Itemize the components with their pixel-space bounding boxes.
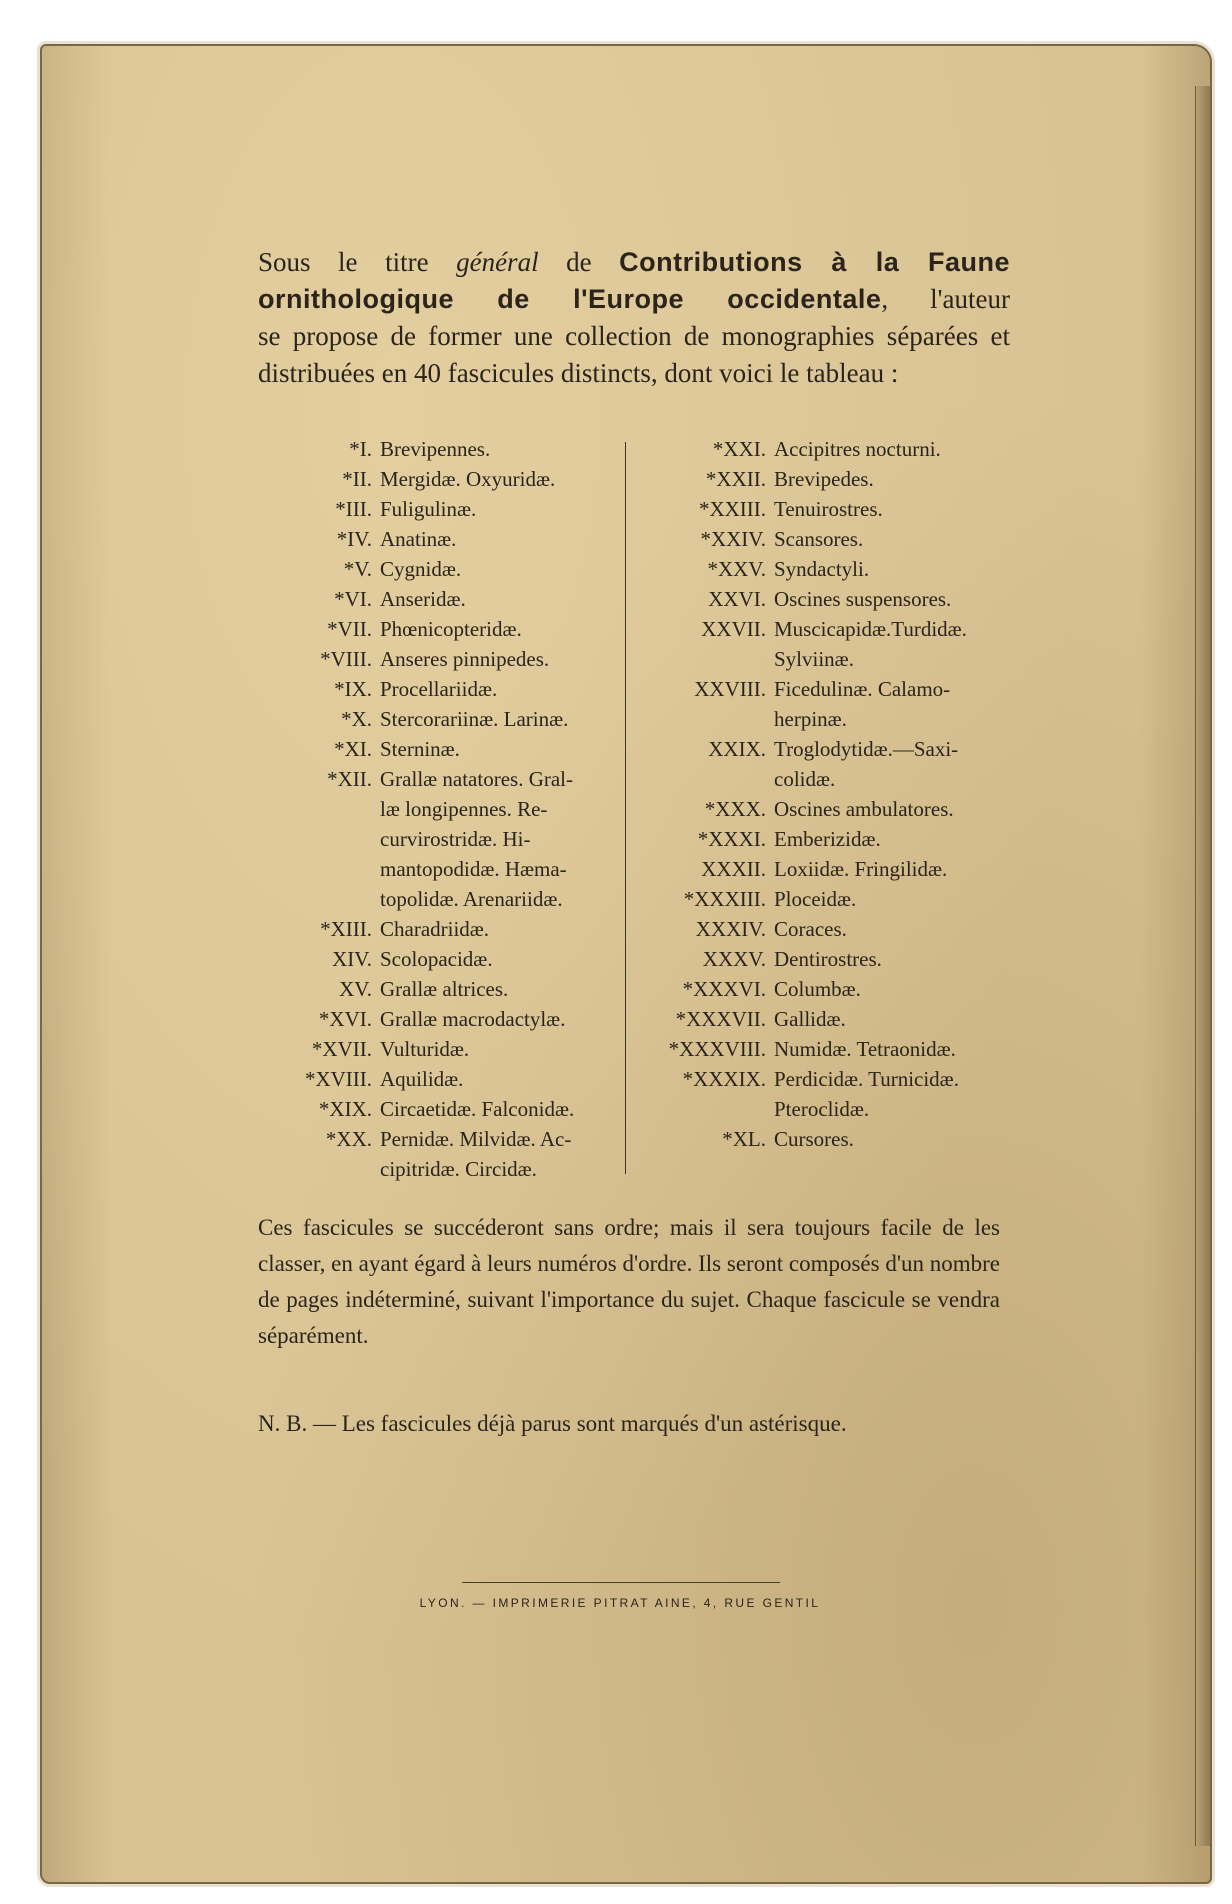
fascicle-name: Loxiidæ. Fringilidæ. (774, 857, 948, 881)
fascicle-name: Grallæ macrodactylæ. (380, 1007, 566, 1031)
fascicle-row (642, 1004, 1022, 1034)
column-divider (625, 442, 626, 1174)
intro-text: de (538, 247, 620, 277)
fascicle-number: XXVI. (708, 587, 766, 611)
fascicle-number: *XXXI. (697, 827, 766, 851)
fascicle-row (642, 644, 1022, 674)
fascicle-name: Vulturidæ. (380, 1037, 470, 1061)
book-spine-edge (1195, 86, 1210, 1846)
fascicle-name: Oscines ambulatores. (774, 797, 954, 821)
fascicle-row (272, 764, 622, 794)
fascicle-row (272, 1064, 622, 1094)
fascicle-row (272, 1094, 622, 1124)
fascicle-name: Troglodytidæ.—Saxi- (774, 737, 959, 761)
fascicle-number: *XVII. (311, 1037, 372, 1061)
fascicle-name: Phœnicopteridæ. (380, 617, 522, 641)
fascicle-name: topolidæ. Arenariidæ. (380, 887, 563, 911)
fascicle-row (272, 434, 622, 464)
fascicle-row (272, 644, 622, 674)
fascicle-name: Pteroclidæ. (774, 1097, 870, 1121)
fascicle-row (272, 1004, 622, 1034)
fascicle-number: *XXIV. (700, 527, 766, 551)
fascicle-name: Procellariidæ. (380, 677, 498, 701)
fascicle-number: *XXIII. (698, 497, 766, 521)
intro-paragraph (258, 244, 1010, 392)
intro-text: , l'auteur (881, 284, 1011, 314)
fascicle-row (642, 734, 1022, 764)
fascicle-number: *XI. (334, 737, 372, 761)
fascicle-name: Grallæ altrices. (380, 977, 509, 1001)
fascicle-name: Aquilidæ. (380, 1067, 464, 1091)
fascicle-name: Stercorariinæ. Larinæ. (380, 707, 569, 731)
fascicle-row (272, 824, 622, 854)
fascicle-row (642, 884, 1022, 914)
fascicle-row (272, 974, 622, 1004)
fascicle-row (642, 854, 1022, 884)
fascicle-number (272, 884, 380, 914)
fascicle-row (272, 524, 622, 554)
fascicle-number (642, 704, 774, 734)
intro-line-4: distribuées en 40 fascicules distincts, dont voici le tableau : (258, 358, 899, 388)
fascicle-name: Muscicapidæ.Turdidæ. (774, 617, 967, 641)
fascicle-number: *XVIII. (304, 1067, 372, 1091)
fascicle-row (642, 614, 1022, 644)
fascicle-row (272, 674, 622, 704)
fascicle-name: Sylviinæ. (774, 647, 854, 671)
fascicle-number (642, 764, 774, 794)
fascicle-name: Dentirostres. (774, 947, 882, 971)
fascicle-number: *XXII. (705, 467, 766, 491)
fascicle-number: *XIX. (318, 1097, 372, 1121)
fascicle-name: Anseridæ. (380, 587, 466, 611)
fascicle-row (642, 434, 1022, 464)
series-title-part-2: ornithologique de l'Europe occidentale (258, 284, 882, 314)
fascicle-row (272, 734, 622, 764)
fascicle-row (642, 704, 1022, 734)
fascicle-row (272, 884, 622, 914)
fascicle-number: XIV. (332, 947, 372, 971)
fascicle-name: Columbæ. (774, 977, 861, 1001)
fascicle-name: Brevipedes. (774, 467, 874, 491)
fascicle-number: *XXI. (712, 437, 766, 461)
fascicle-name: Oscines suspensores. (774, 587, 952, 611)
fascicle-name: cipitridæ. Circidæ. (380, 1157, 537, 1181)
fascicle-row (642, 914, 1022, 944)
fascicle-name: Cygnidæ. (380, 557, 462, 581)
fascicle-name: læ longipennes. Re- (380, 797, 548, 821)
fascicle-number: XXXII. (701, 857, 766, 881)
fascicle-row (642, 494, 1022, 524)
fascicle-number: *VII. (327, 617, 372, 641)
fascicle-number: *XL. (722, 1127, 766, 1151)
fascicle-row (642, 464, 1022, 494)
fascicle-number (272, 854, 380, 884)
fascicle-name: Charadriidæ. (380, 917, 490, 941)
fascicle-number: *XX. (325, 1127, 372, 1151)
fascicle-name: Perdicidæ. Turnicidæ. (774, 1067, 959, 1091)
fascicle-number: *XXX. (704, 797, 766, 821)
fascicle-number: XXXIV. (695, 917, 766, 941)
fascicle-row (272, 584, 622, 614)
fascicle-name: Pernidæ. Milvidæ. Ac- (380, 1127, 572, 1151)
fascicle-number: *XXXIX. (682, 1067, 766, 1091)
fascicle-number: XXXV. (702, 947, 766, 971)
fascicle-row (642, 794, 1022, 824)
fascicle-row (272, 794, 622, 824)
fascicle-number (642, 644, 774, 674)
fascicle-row (642, 1094, 1022, 1124)
fascicle-number: XXIX. (708, 737, 766, 761)
fascicle-name: Coraces. (774, 917, 847, 941)
fascicle-name: colidæ. (774, 767, 836, 791)
fascicle-name: Emberizidæ. (774, 827, 881, 851)
fascicle-row (272, 1154, 622, 1184)
fascicle-name: Accipitres nocturni. (774, 437, 941, 461)
fascicle-number: *IX. (334, 677, 372, 701)
fascicle-name: mantopodidæ. Hæma- (380, 857, 567, 881)
fascicle-row (272, 914, 622, 944)
fascicle-number: XXVII. (701, 617, 766, 641)
fascicle-number: *II. (342, 467, 372, 491)
fascicle-row (272, 554, 622, 584)
fascicle-number (272, 794, 380, 824)
nota-bene: N. B. — Les fascicules déjà parus sont marqués d'un astérisque. (258, 1411, 847, 1436)
fascicle-row (642, 524, 1022, 554)
fascicle-list-left (272, 434, 622, 1184)
fascicle-name: Cursores. (774, 1127, 854, 1151)
fascicle-name: Tenuirostres. (774, 497, 883, 521)
fascicle-number: XXVIII. (694, 677, 766, 701)
fascicle-name: Numidæ. Tetraonidæ. (774, 1037, 956, 1061)
fascicle-name: Brevipennes. (380, 437, 491, 461)
ordering-paragraph: Ces fascicules se succéderont sans ordre; mais il sera toujours facile de les classer, en ayant égard à leurs numéros d'ordre. Ils seront composés d'un nombre de pages indéterminé, suivant l'importance du sujet. Chaque fascicule se vendra séparément. (258, 1215, 1000, 1348)
fascicle-number: *IV. (336, 527, 372, 551)
intro-line-2 (258, 281, 1010, 318)
fascicle-row (642, 1034, 1022, 1064)
fascicle-row (642, 944, 1022, 974)
fascicle-row (642, 1124, 1022, 1154)
fascicle-row (642, 554, 1022, 584)
fascicle-number: *VI. (334, 587, 372, 611)
fascicle-name: Syndactyli. (774, 557, 870, 581)
fascicle-row (272, 854, 622, 884)
fascicle-number (642, 1094, 774, 1124)
fascicle-row (272, 494, 622, 524)
fascicle-number: *VIII. (320, 647, 372, 671)
fascicle-name: Circaetidæ. Falconidæ. (380, 1097, 575, 1121)
fascicle-name: Scansores. (774, 527, 864, 551)
printer-imprint: LYON. — IMPRIMERIE PITRAT AINE, 4, RUE GENTIL (419, 1596, 821, 1610)
fascicle-number: XV. (339, 977, 372, 1001)
intro-italic: général (456, 247, 539, 277)
fascicle-row (272, 704, 622, 734)
series-title-part-1: Contributions à la Faune (619, 247, 1011, 277)
fascicle-name: Fuligulinæ. (380, 497, 477, 521)
fascicle-number (272, 824, 380, 854)
fascicle-list-right (642, 434, 1022, 1154)
imprint-rule (462, 1582, 780, 1583)
intro-line-1 (258, 244, 1010, 281)
fascicle-row (272, 614, 622, 644)
fascicle-name: herpinæ. (774, 707, 847, 731)
fascicle-number: *XXXVIII. (668, 1037, 766, 1061)
fascicle-row (642, 674, 1022, 704)
fascicle-number: *X. (341, 707, 372, 731)
fascicle-row (272, 1034, 622, 1064)
intro-line-3: se propose de former une collection de monographies séparées et (258, 321, 1010, 351)
fascicle-name: Ficedulinæ. Calamo- (774, 677, 951, 701)
fascicle-name: Anatinæ. (380, 527, 457, 551)
fascicle-number: *XXXVII. (675, 1007, 766, 1031)
fascicle-name: Scolopacidæ. (380, 947, 493, 971)
fascicle-number: *V. (343, 557, 372, 581)
fascicle-row (642, 584, 1022, 614)
fascicle-row (642, 824, 1022, 854)
intro-text: Sous le titre (258, 247, 457, 277)
fascicle-name: curvirostridæ. Hi- (380, 827, 531, 851)
fascicle-row (272, 944, 622, 974)
fascicle-number: *XXXVI. (682, 977, 766, 1001)
fascicle-name: Anseres pinnipedes. (380, 647, 550, 671)
fascicle-row (642, 974, 1022, 1004)
fascicle-name: Sterninæ. (380, 737, 460, 761)
fascicle-number: *III. (335, 497, 372, 521)
fascicle-row (642, 1064, 1022, 1094)
fascicle-row (272, 464, 622, 494)
fascicle-number: *XXV. (707, 557, 766, 581)
fascicle-number: *I. (349, 437, 372, 461)
fascicle-row (272, 1124, 622, 1154)
fascicle-row (642, 764, 1022, 794)
fascicle-number (272, 1154, 380, 1184)
fascicle-number: *XII. (327, 767, 372, 791)
fascicle-name: Ploceidæ. (774, 887, 857, 911)
fascicle-name: Gallidæ. (774, 1007, 846, 1031)
fascicle-number: *XIII. (320, 917, 372, 941)
fascicle-number: *XXXIII. (683, 887, 766, 911)
fascicle-number: *XVI. (318, 1007, 372, 1031)
fascicle-name: Mergidæ. Oxyuridæ. (380, 467, 556, 491)
fascicle-name: Grallæ natatores. Gral- (380, 767, 574, 791)
